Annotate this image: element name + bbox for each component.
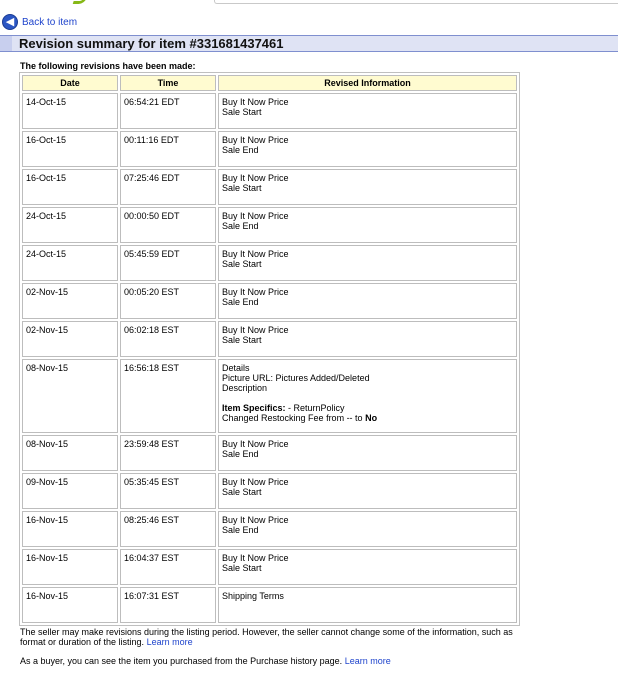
revised-information bbox=[218, 473, 517, 509]
revision-date: 02-Nov-15 bbox=[22, 321, 118, 357]
revision-date: 08-Nov-15 bbox=[22, 435, 118, 471]
item-specifics-line bbox=[222, 403, 513, 413]
revised-field: Sale Start bbox=[222, 259, 262, 269]
table-row bbox=[22, 245, 517, 281]
purchase-history-note bbox=[20, 656, 540, 666]
revised-field: Sale Start bbox=[222, 335, 262, 345]
revision-table bbox=[19, 72, 520, 626]
revised-information bbox=[218, 207, 517, 243]
table-row bbox=[22, 435, 517, 471]
revision-time: 06:54:21 EDT bbox=[120, 93, 216, 129]
revised-field: Buy It Now Price bbox=[222, 553, 289, 563]
revision-time: 00:05:20 EST bbox=[120, 283, 216, 319]
learn-more-link[interactable]: Learn more bbox=[146, 637, 193, 647]
revision-date: 14-Oct-15 bbox=[22, 93, 118, 129]
revised-field: Sale Start bbox=[222, 487, 262, 497]
revision-time: 07:25:46 EDT bbox=[120, 169, 216, 205]
revision-date: 08-Nov-15 bbox=[22, 359, 118, 433]
logo-fragment bbox=[73, 0, 88, 4]
revision-time: 05:35:45 EST bbox=[120, 473, 216, 509]
revised-field: Sale End bbox=[222, 297, 259, 307]
column-header-revised-information: Revised Information bbox=[218, 75, 517, 91]
page-title-bar bbox=[0, 35, 618, 52]
table-row bbox=[22, 321, 517, 357]
revision-date: 24-Oct-15 bbox=[22, 245, 118, 281]
revised-information bbox=[218, 321, 517, 357]
revised-field: Buy It Now Price bbox=[222, 173, 289, 183]
revision-date: 16-Nov-15 bbox=[22, 511, 118, 547]
table-header-row bbox=[22, 75, 517, 91]
revised-information bbox=[218, 511, 517, 547]
revision-time: 05:45:59 EDT bbox=[120, 245, 216, 281]
revision-date: 16-Oct-15 bbox=[22, 131, 118, 167]
revision-table-body bbox=[22, 93, 517, 623]
revised-field: Sale Start bbox=[222, 563, 262, 573]
change-value: No bbox=[365, 413, 378, 423]
revision-policy-note bbox=[20, 627, 540, 647]
revision-date: 16-Nov-15 bbox=[22, 549, 118, 585]
purchase-history-text: As a buyer, you can see the item you purchased from the Purchase history page. bbox=[20, 656, 345, 666]
table-row bbox=[22, 93, 517, 129]
page-title: Revision summary for item #331681437461 bbox=[19, 36, 284, 51]
revision-time: 16:07:31 EST bbox=[120, 587, 216, 623]
search-box-edge bbox=[214, 0, 618, 4]
revision-date: 16-Nov-15 bbox=[22, 587, 118, 623]
back-arrow-icon[interactable]: ◀ bbox=[2, 14, 18, 30]
back-to-item-link[interactable] bbox=[2, 13, 77, 31]
revision-time: 16:56:18 EST bbox=[120, 359, 216, 433]
revised-information bbox=[218, 169, 517, 205]
revised-information bbox=[218, 359, 517, 433]
revised-field: Sale End bbox=[222, 525, 259, 535]
column-header-time: Time bbox=[120, 75, 216, 91]
revised-field: Description bbox=[222, 383, 268, 393]
revised-field: Buy It Now Price bbox=[222, 477, 289, 487]
revised-field: Buy It Now Price bbox=[222, 97, 289, 107]
item-specifics-value: - ReturnPolicy bbox=[285, 403, 345, 413]
revision-policy-text: The seller may make revisions during the listing period. However, the seller cannot change some of the information, such as format or duration of the listing. bbox=[20, 627, 513, 647]
revised-field: Shipping Terms bbox=[222, 591, 284, 601]
table-row bbox=[22, 207, 517, 243]
intro-text: The following revisions have been made: bbox=[20, 61, 196, 71]
revision-time: 08:25:46 EST bbox=[120, 511, 216, 547]
revision-date: 02-Nov-15 bbox=[22, 283, 118, 319]
revised-field: Sale End bbox=[222, 221, 259, 231]
revised-field: Details bbox=[222, 363, 250, 373]
restocking-fee-change bbox=[222, 413, 513, 423]
item-specifics-label: Item Specifics: bbox=[222, 403, 286, 413]
revised-information bbox=[218, 93, 517, 129]
revised-field: Buy It Now Price bbox=[222, 325, 289, 335]
revised-field: Sale Start bbox=[222, 107, 262, 117]
revised-field: Sale End bbox=[222, 145, 259, 155]
spacer bbox=[222, 393, 513, 403]
change-text: Changed Restocking Fee from -- to bbox=[222, 413, 366, 423]
revision-date: 09-Nov-15 bbox=[22, 473, 118, 509]
table-row bbox=[22, 587, 517, 623]
table-row bbox=[22, 511, 517, 547]
revision-time: 16:04:37 EST bbox=[120, 549, 216, 585]
revision-time: 06:02:18 EST bbox=[120, 321, 216, 357]
revised-field: Buy It Now Price bbox=[222, 515, 289, 525]
revised-information bbox=[218, 587, 517, 623]
revised-information bbox=[218, 245, 517, 281]
revision-date: 16-Oct-15 bbox=[22, 169, 118, 205]
revision-time: 23:59:48 EST bbox=[120, 435, 216, 471]
revised-information bbox=[218, 283, 517, 319]
revised-information bbox=[218, 435, 517, 471]
table-row bbox=[22, 283, 517, 319]
table-row bbox=[22, 549, 517, 585]
table-row bbox=[22, 131, 517, 167]
revision-date: 24-Oct-15 bbox=[22, 207, 118, 243]
revised-field: Buy It Now Price bbox=[222, 135, 289, 145]
revised-field: Sale Start bbox=[222, 183, 262, 193]
revised-information bbox=[218, 549, 517, 585]
revised-field: Sale End bbox=[222, 449, 259, 459]
column-header-date: Date bbox=[22, 75, 118, 91]
revised-field: Picture URL: Pictures Added/Deleted bbox=[222, 373, 370, 383]
revised-information bbox=[218, 131, 517, 167]
revision-time: 00:11:16 EDT bbox=[120, 131, 216, 167]
revised-field: Buy It Now Price bbox=[222, 211, 289, 221]
table-row bbox=[22, 359, 517, 433]
learn-more-link[interactable]: Learn more bbox=[344, 656, 391, 666]
revision-time: 00:00:50 EDT bbox=[120, 207, 216, 243]
back-to-item-label[interactable]: Back to item bbox=[22, 16, 78, 28]
table-row bbox=[22, 169, 517, 205]
revised-field: Buy It Now Price bbox=[222, 249, 289, 259]
revised-field: Buy It Now Price bbox=[222, 287, 289, 297]
revised-field: Buy It Now Price bbox=[222, 439, 289, 449]
table-row bbox=[22, 473, 517, 509]
title-bar-accent bbox=[0, 36, 12, 51]
